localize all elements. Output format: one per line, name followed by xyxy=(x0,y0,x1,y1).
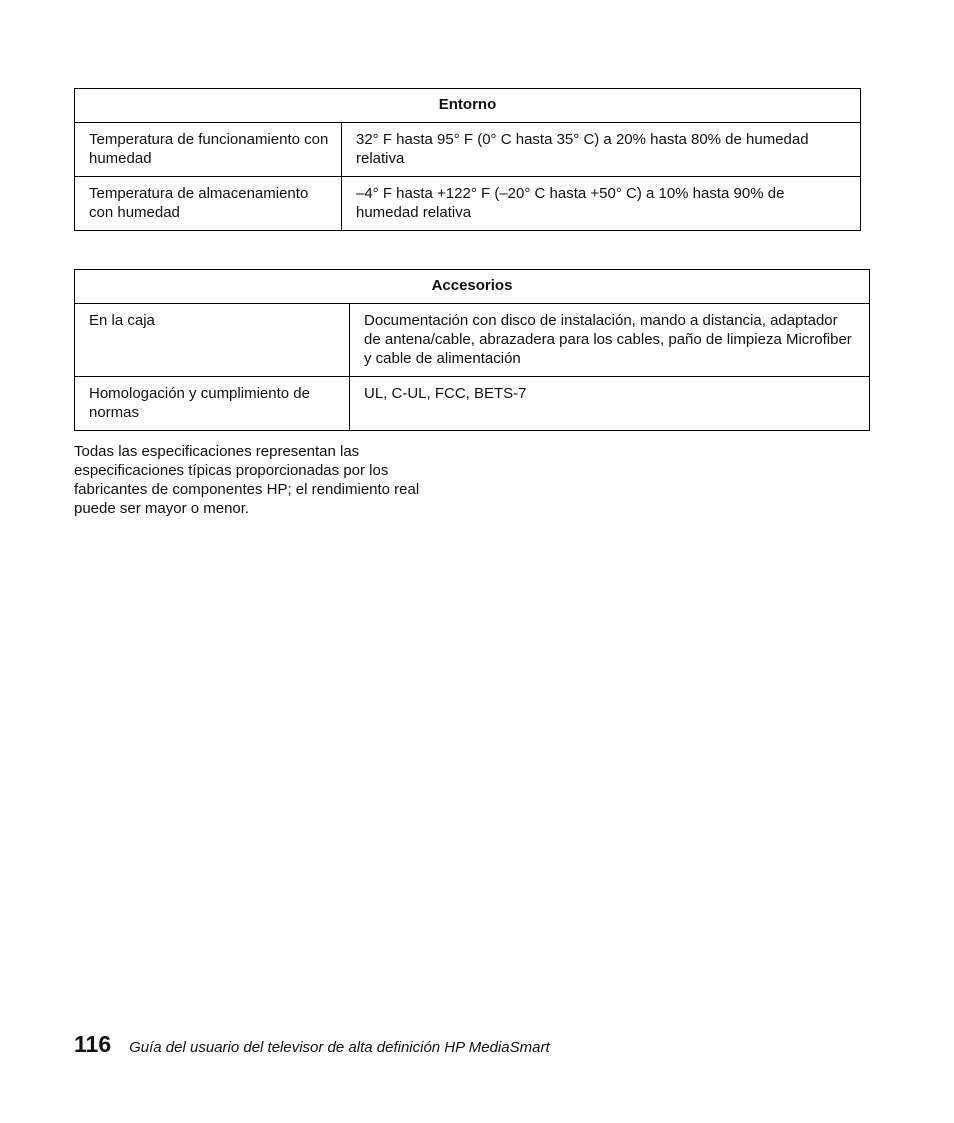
certifications-value: UL, C-UL, FCC, BETS-7 xyxy=(350,377,870,431)
accessories-spec-table xyxy=(74,269,870,431)
storage-temperature-value: –4° F hasta +122° F (–20° C hasta +50° C) a 10% hasta 90% de humedad relativa xyxy=(342,177,861,231)
certifications-label: Homologación y cumplimiento de normas xyxy=(75,377,350,431)
page-number: 116 xyxy=(74,1031,112,1057)
table-row xyxy=(75,304,870,377)
storage-temperature-label: Temperatura de almacenamiento con humedad xyxy=(75,177,342,231)
table-header-row xyxy=(75,89,861,123)
specifications-note: Todas las especificaciones representan las especificaciones típicas proporcionadas por los fabricantes de componentes HP; el rendimiento real puede ser mayor o menor. xyxy=(74,443,420,517)
document-title: Guía del usuario del televisor de alta definición HP MediaSmart xyxy=(129,1039,550,1056)
environment-table-header: Entorno xyxy=(75,89,861,123)
accessories-table-header: Accesorios xyxy=(75,270,870,304)
in-the-box-value: Documentación con disco de instalación, mando a distancia, adaptador de antena/cable, abrazadera para los cables, paño de limpieza Microfiber y cable de alimentación xyxy=(350,304,870,377)
table-row xyxy=(75,123,861,177)
operating-temperature-label: Temperatura de funcionamiento con humedad xyxy=(75,123,342,177)
in-the-box-label: En la caja xyxy=(75,304,350,377)
operating-temperature-value: 32° F hasta 95° F (0° C hasta 35° C) a 20% hasta 80% de humedad relativa xyxy=(342,123,861,177)
page-footer xyxy=(74,1031,550,1058)
environment-spec-table xyxy=(74,88,861,231)
table-row xyxy=(75,377,870,431)
table-row xyxy=(75,177,861,231)
table-header-row xyxy=(75,270,870,304)
